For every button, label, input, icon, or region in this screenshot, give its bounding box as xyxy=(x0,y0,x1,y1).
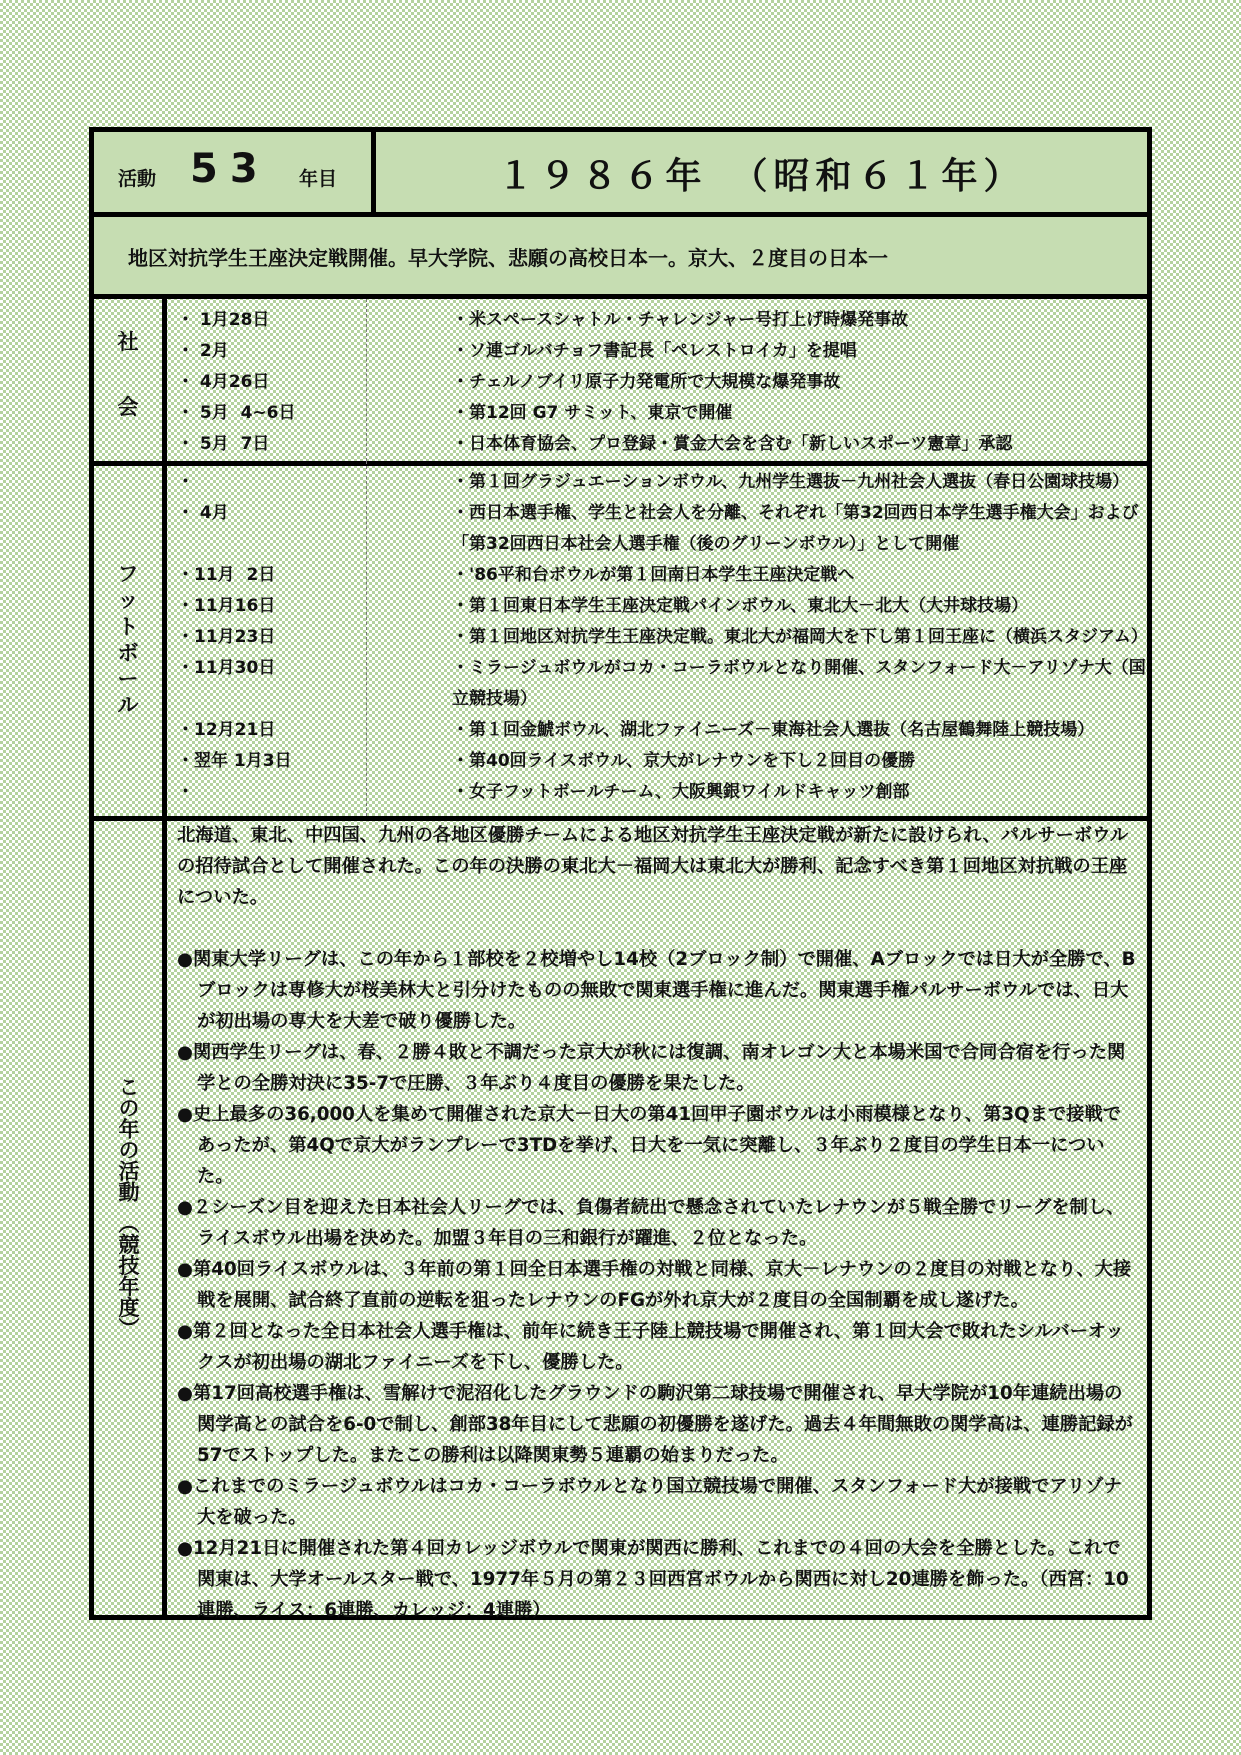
event-date: ・ 4月 xyxy=(177,503,229,523)
activities-label: この年の活動 （競技年度） xyxy=(116,1076,140,1339)
society-label-cell xyxy=(94,299,167,461)
activity-bullet: ●関西学生リーグは、春、２勝４敗と不調だった京大が秋には復調、南オレゴン大と本場米国で合同合宿を行った関学との全勝対決に35-7で圧勝、３年ぶり４度目の優勝を果たした。 xyxy=(177,1042,1126,1094)
subtitle: 地区対抗学生王座決定戦開催。早大学院、悲願の高校日本一。京大、２度目の日本一 xyxy=(128,246,888,270)
event-description: ・ミラージュボウルがコカ・コーラボウルとなり開催、スタンフォード大－アリゾナ大（国 xyxy=(452,658,1146,678)
activity-bullet: ●２シーズン目を迎えた日本社会人リーグでは、負傷者続出で懸念されていたレナウンが５戦全勝でリーグを制し、ライスボウル出場を決めた。加盟３年目の三和銀行が躍進、２位となった。 xyxy=(177,1197,1125,1249)
activity-year-cell xyxy=(94,132,376,212)
event-row xyxy=(167,461,1147,492)
event-row xyxy=(167,554,1147,585)
activities-intro: 北海道、東北、中四国、九州の各地区優勝チームによる地区対抗学生王座決定戦が新たに設けられ、パルサーボウルの招待試合として開催された。この年の決勝の東北大－福岡大は東北大が勝利、記念すべき第１回地区対抗戦の王座についた。 xyxy=(177,825,1129,908)
society-section xyxy=(94,299,1147,466)
event-description: ・第１回地区対抗学生王座決定戦。東北大が福岡大を下し第１回王座に（横浜スタジアム） xyxy=(452,627,1148,647)
event-description: ・米スペースシャトル・チャレンジャー号打上げ時爆発事故 xyxy=(452,310,909,330)
football-label-char: ッ xyxy=(117,588,139,613)
column-divider xyxy=(366,461,367,816)
event-description: ・第１回金鯱ボウル、湖北ファイニーズ－東海社会人選抜（名古屋鶴舞陸上競技場） xyxy=(452,720,1095,740)
event-description: ・日本体育協会、プロ登録・賞金大会を含む「新しいスポーツ憲章」承認 xyxy=(452,434,1013,454)
event-row xyxy=(167,740,1147,771)
page-title: １９８６年 （昭和６１年） xyxy=(497,156,1026,197)
year-title-cell xyxy=(376,132,1147,212)
event-description: ・西日本選手権、学生と社会人を分離、それぞれ「第32回西日本学生選手権大会」および xyxy=(452,503,1139,523)
event-description: ・第１回グラジュエーションボウル、九州学生選抜－九州社会人選抜（春日公園球技場） xyxy=(452,472,1130,492)
event-date: ・11月16日 xyxy=(177,596,276,616)
event-row xyxy=(167,647,1147,678)
football-label-char: ボ xyxy=(117,640,139,665)
event-row xyxy=(167,423,1147,454)
activity-bullet: ●第17回高校選手権は、雪解けで泥沼化したグラウンドの駒沢第二球技場で開催され、早大学院が10年連続出場の関学高との試合を6-0で制し、創部38年目にして悲願の初優勝を遂げた。過去４年間無敗の関学高は、連勝記録が57でストップした。またこの勝利は以降関東勢５連覇の始まりだった。 xyxy=(177,1383,1133,1466)
column-divider xyxy=(366,299,367,461)
event-description: 「第32回西日本社会人選手権（後のグリーンボウル）」として開催 xyxy=(452,534,960,554)
subtitle-band xyxy=(94,217,1147,299)
event-date: ・11月30日 xyxy=(177,658,276,678)
football-label-char: ー xyxy=(117,667,139,691)
football-label xyxy=(94,561,162,719)
society-label-top: 社 xyxy=(117,330,139,354)
event-description: ・第40回ライスボウル、京大がレナウンを下し２回目の優勝 xyxy=(452,751,916,771)
header-band xyxy=(94,132,1147,217)
activity-bullet: ●史上最多の36,000人を集めて開催された京大－日大の第41回甲子園ボウルは小雨模様となり、第3Qまで接戦であったが、第4Qで京大がランプレーで3TDを挙げ、日大を一気に突離し、３年ぶり２度目の学生日本一についた。 xyxy=(177,1104,1122,1187)
activity-bullet: ●12月21日に開催された第４回カレッジボウルで関東が関西に勝利、これまでの４回の大会を全勝とした。これで関東は、大学オールスター戦で、1977年５月の第２３回西宮ボウルから関西に対し20連勝を飾った。（西宮：10連勝、ライス：6連勝、カレッジ：4連勝） xyxy=(177,1538,1129,1621)
event-row xyxy=(167,299,1147,330)
year-record-sheet xyxy=(89,127,1152,1620)
football-label-char: フ xyxy=(117,562,139,586)
event-date: ・11月 2日 xyxy=(177,565,276,585)
society-label-bottom: 会 xyxy=(117,395,139,419)
football-label-char: ト xyxy=(117,614,139,639)
football-label-cell xyxy=(94,461,167,816)
football-label-char: ル xyxy=(117,693,139,718)
activities-body xyxy=(177,820,1137,1626)
society-events xyxy=(167,299,1147,454)
event-date: ・ xyxy=(177,782,194,802)
event-row xyxy=(167,709,1147,740)
event-date: ・ 4月26日 xyxy=(177,372,270,392)
event-date: ・ 5月 7日 xyxy=(177,434,270,454)
activity-label: 活動 xyxy=(118,168,157,190)
year-count: 53 xyxy=(190,146,270,192)
event-description: ・ソ連ゴルバチョフ書記長「ペレストロイカ」を提唱 xyxy=(452,341,857,361)
event-row xyxy=(167,492,1147,523)
event-row xyxy=(167,392,1147,423)
football-events xyxy=(167,461,1147,802)
event-description: ・'86平和台ボウルが第１回南日本学生王座決定戦へ xyxy=(452,565,855,585)
event-row xyxy=(167,523,1147,554)
event-date: ・ 2月 xyxy=(177,341,229,361)
year-count-suffix: 年目 xyxy=(299,168,338,190)
event-row xyxy=(167,678,1147,709)
activity-bullet: ●第２回となった全日本社会人選手権は、前年に続き王子陸上競技場で開催され、第１回大会で敗れたシルバーオックスが初出場の湖北ファイニーズを下し、優勝した。 xyxy=(177,1321,1124,1373)
event-date: ・翌年 1月3日 xyxy=(177,751,292,771)
event-row xyxy=(167,330,1147,361)
event-date: ・11月23日 xyxy=(177,627,276,647)
activities-label-cell xyxy=(94,816,167,1615)
event-date: ・12月21日 xyxy=(177,720,276,740)
event-description: ・第１回東日本学生王座決定戦パインボウル、東北大－北大（大井球技場） xyxy=(452,596,1029,616)
event-row xyxy=(167,616,1147,647)
event-description: ・チェルノブイリ原子力発電所で大規模な爆発事故 xyxy=(452,372,841,392)
event-description: ・第12回 G7 サミット、東京で開催 xyxy=(452,403,733,423)
football-section xyxy=(94,461,1147,821)
event-date: ・ 1月28日 xyxy=(177,310,270,330)
activity-bullet: ●第40回ライスボウルは、３年前の第１回全日本選手権の対戦と同様、京大－レナウンの２度目の対戦となり、大接戦を展開、試合終了直前の逆転を狙ったレナウンのFGが外れ京大が２度目の全国制覇を成し遂げた。 xyxy=(177,1259,1132,1311)
event-description: 立競技場） xyxy=(452,689,537,709)
event-row xyxy=(167,771,1147,802)
event-row xyxy=(167,585,1147,616)
event-row xyxy=(167,361,1147,392)
activities-section xyxy=(94,816,1147,1621)
event-description: ・女子フットボールチーム、大阪興銀ワイルドキャッツ創部 xyxy=(452,782,910,802)
activity-bullet: ●関東大学リーグは、この年から１部校を２校増やし14校（2ブロック制）で開催、Aブロックでは日大が全勝で、Bブロックは専修大が桜美林大と引分けたものの無敗で関東選手権に進んだ。関東選手権パルサーボウルでは、日大が初出場の専大を大差で破り優勝した。 xyxy=(177,949,1136,1032)
activity-bullet: ●これまでのミラージュボウルはコカ・コーラボウルとなり国立競技場で開催、スタンフォード大が接戦でアリゾナ大を破った。 xyxy=(177,1476,1122,1528)
event-date: ・ 5月 4~6日 xyxy=(177,403,296,423)
activities-bullets xyxy=(177,944,1137,1626)
event-date: ・ xyxy=(177,472,194,492)
